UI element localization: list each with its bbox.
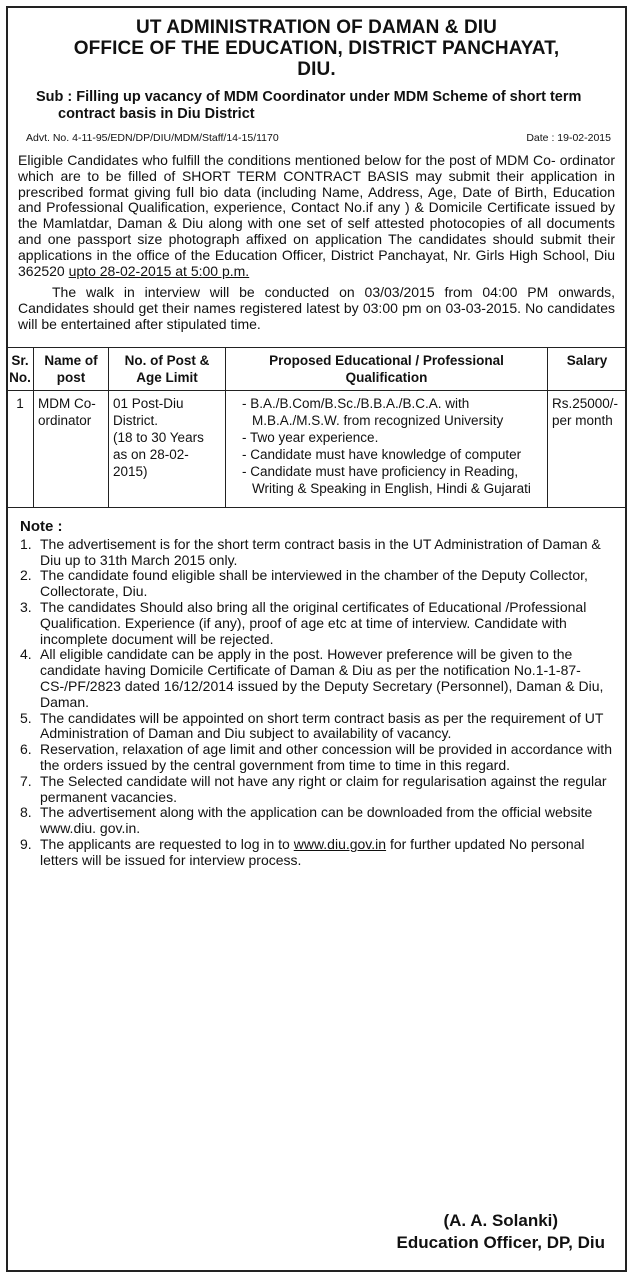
note-item [20, 647, 615, 710]
website-link[interactable]: www.diu.gov.in [293, 835, 387, 852]
note-text: The Selected candidate will not have any right or claim for regularisation against the regular permanent vacancies. [40, 772, 607, 805]
qualification-list [230, 395, 543, 497]
note-number: 7. [20, 772, 32, 789]
note-number: 3. [20, 598, 32, 615]
col-qualification: Proposed Educational / Professional Qualification [226, 347, 548, 390]
cell-post-name: MDM Co-ordinator [34, 390, 109, 507]
qualification-item: - Candidate must have knowledge of computer [242, 446, 522, 462]
note-number: 8. [20, 804, 32, 821]
note-text: The advertisement along with the application can be downloaded from the official website www.diu. gov.in. [40, 804, 593, 837]
cell-posts-age [109, 390, 226, 507]
walkin-paragraph: The walk in interview will be conducted on 03/03/2015 from 04:00 PM onwards, Candidates should get their names registered latest by 03:00 pm on 03-03-2015. No candidates will be entertained after stipulated time. [18, 284, 615, 332]
heading-line-1: UT ADMINISTRATION OF DAMAN & DIU [136, 17, 497, 38]
note-number: 6. [20, 741, 32, 758]
office-heading [8, 17, 625, 80]
note-number: 2. [20, 567, 32, 584]
intro-text: Eligible Candidates who fulfill the conditions mentioned below for the post of MDM Co- ordinator which are to be filled of SHORT TERM CONTRACT BASIS may submit their application in prescribed format giving full bio data (including Name, Address, Age, Date of Birth, Education and Professional Qualification, experience, Contact No.if any ) & Domicile Certificate issued by the Mamlatdar, Daman & Diu along with one set of self attested photocopies of all documents and one passport size photograph affixed on application The candidates should submit their applications in the office of the Education Officer, District Panchayat, Nr. Girls High School, Diu 362520 [18, 152, 615, 279]
cell-salary: Rs.25000/- per month [548, 390, 627, 507]
signatory-name: (A. A. Solanki) [443, 1211, 559, 1230]
note-text-before: The applicants are requested to log in to [40, 835, 294, 852]
note-number: 9. [20, 835, 32, 852]
note-item [20, 805, 615, 837]
heading-line-2: OFFICE OF THE EDUCATION, DISTRICT PANCHAYAT, [73, 38, 560, 59]
qualification-item: - Two year experience. [242, 429, 379, 445]
note-number: 5. [20, 709, 32, 726]
heading-line-3: DIU. [297, 59, 336, 80]
note-item [20, 837, 615, 869]
note-text [40, 837, 615, 869]
note-number: 4. [20, 646, 32, 663]
note-text: The candidates Should also bring all the original certificates of Educational /Professional Qualification. Experience (if any), proof of age etc at time of interview. Candidate with incomplete document will be rejected. [40, 598, 587, 647]
note-text: Reservation, relaxation of age limit and other concession will be provided in accordance with the orders issued by the central government from time to time in this regard. [40, 741, 612, 773]
note-item [20, 711, 615, 743]
note-text: All eligible candidate can be apply in the post. However preference will be given to the candidate having Domicile Certificate of Daman & Diu as per the notification No.1-1-87-CS-/PF/2823 dated 16/12/2014 issued by the Deputy Secretary (Personnel), Daman & Diu, Daman. [40, 646, 604, 710]
posts-line-1: 01 Post-Diu District. [113, 395, 184, 428]
col-sr-no: Sr. No. [7, 347, 34, 390]
col-post-name: Name of post [34, 347, 109, 390]
note-text: The advertisement is for the short term contract basis in the UT Administration of Daman & Diu up to 31th March 2015 only. [40, 535, 601, 568]
cell-sr: 1 [7, 390, 34, 507]
qualification-item: - Candidate must have proficiency in Reading, Writing & Speaking in English, Hindi & Gujarati [242, 463, 531, 496]
note-item [20, 774, 615, 806]
signature-block [397, 1210, 605, 1254]
table-row [7, 390, 627, 507]
col-posts-age: No. of Post & Age Limit [109, 347, 226, 390]
table-header-row [7, 347, 627, 390]
note-number: 1. [20, 535, 32, 552]
cell-qualification [226, 390, 548, 507]
advertisement-notice [6, 6, 627, 1272]
note-item [20, 600, 615, 647]
advt-number: Advt. No. 4-11-95/EDN/DP/DIU/MDM/Staff/14-15/1170 [26, 132, 279, 144]
note-item [20, 742, 615, 774]
qualification-item: - B.A./B.Com/B.Sc./B.B.A./B.C.A. with M.B.A./M.S.W. from recognized University [242, 395, 504, 428]
intro-paragraph [18, 153, 615, 279]
col-salary: Salary [548, 347, 627, 390]
advt-reference-row [26, 132, 611, 144]
note-text: The candidate found eligible shall be interviewed in the chamber of the Deputy Collector, Collectorate, Diu. [40, 567, 588, 600]
note-text-after: for further updated No personal letters will be issued for interview process. [40, 835, 585, 868]
subject-line: Sub : Filling up vacancy of MDM Coordinator under MDM Scheme of short term contract basis in Diu District [36, 89, 582, 122]
note-item [20, 537, 615, 569]
deadline-text: upto 28-02-2015 at 5:00 p.m. [68, 262, 250, 279]
note-item [20, 568, 615, 600]
notes-list [20, 537, 615, 869]
note-text: The candidates will be appointed on short term contract basis as per the requirement of UT Administration of Daman and Diu subject to availability of vacancy. [40, 709, 604, 742]
vacancy-table [6, 347, 627, 508]
note-title: Note : [20, 517, 63, 535]
advt-date: Date : 19-02-2015 [526, 132, 611, 144]
posts-line-2: (18 to 30 Years as on 28-02-2015) [113, 429, 204, 479]
signatory-designation: Education Officer, DP, Diu [396, 1233, 605, 1252]
